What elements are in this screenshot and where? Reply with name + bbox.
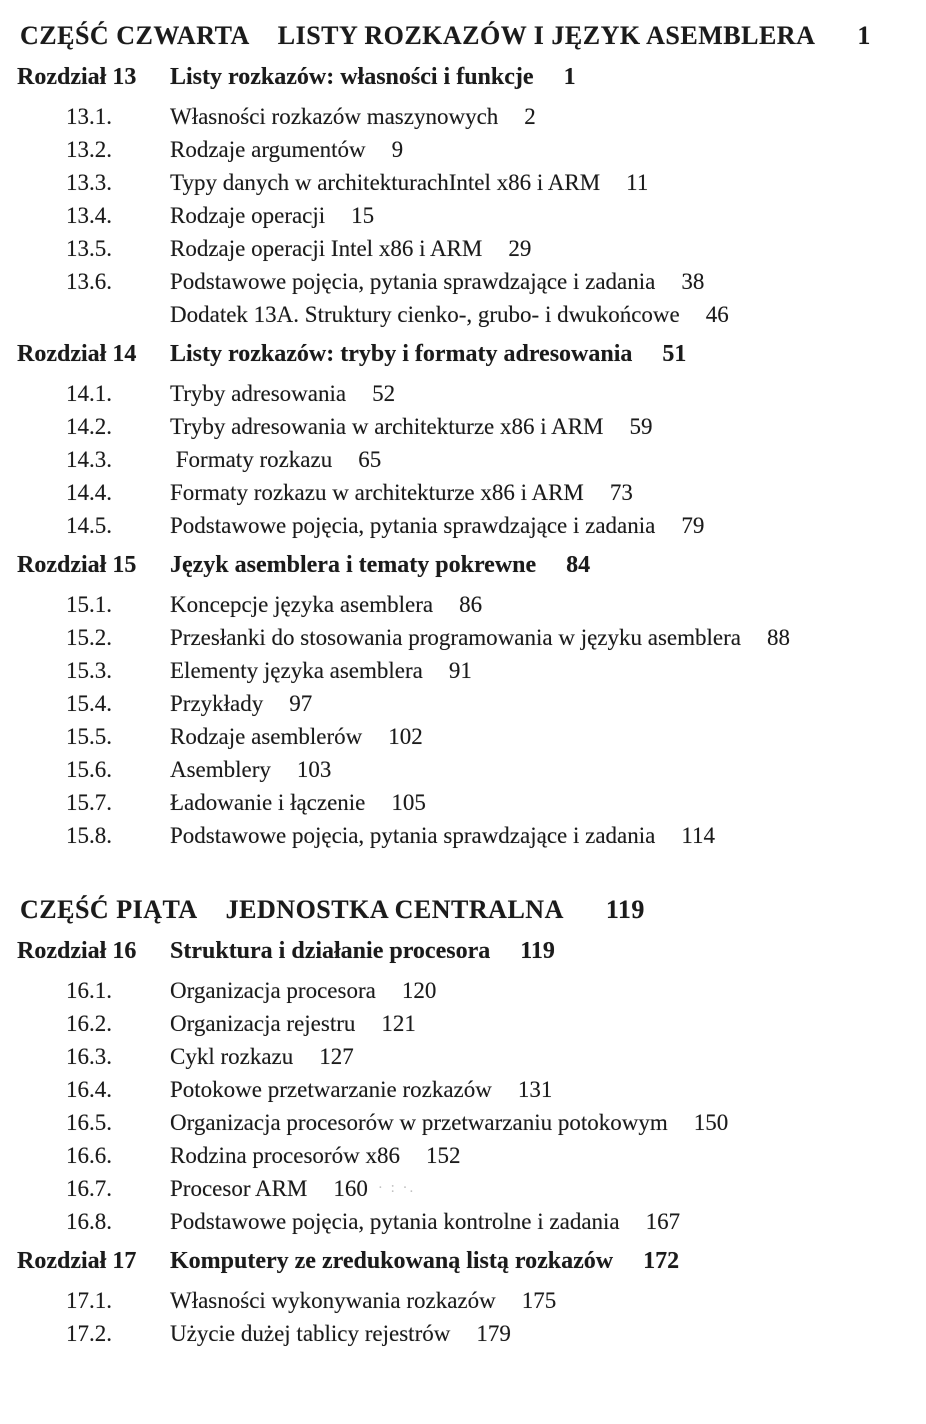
- toc-entry: [0, 1106, 926, 1139]
- chapter-label: Rozdział 16: [17, 938, 137, 964]
- section-title: Podstawowe pojęcia, pytania sprawdzające i zadania: [170, 823, 656, 848]
- toc-entry: [0, 1172, 926, 1205]
- section-number: 15.3.: [66, 658, 112, 683]
- toc-entry: [0, 476, 926, 509]
- toc-entry: [0, 753, 926, 786]
- section-number: 14.3.: [66, 447, 112, 472]
- chapter-label: Rozdział 13: [17, 64, 137, 90]
- toc-entry: [0, 588, 926, 621]
- chapter-label: Rozdział 15: [17, 552, 137, 578]
- section-page-number: 9: [391, 137, 404, 162]
- section-page-number: 65: [358, 447, 382, 472]
- chapter-heading: [0, 550, 926, 580]
- toc-entry: [0, 974, 926, 1007]
- section-number: 16.3.: [66, 1044, 112, 1069]
- section-number: 16.4.: [66, 1077, 112, 1102]
- section-title: Organizacja procesorów w przetwarzaniu potokowym: [170, 1110, 668, 1135]
- section-title: Rodzaje operacji Intel x86 i ARM: [170, 236, 483, 261]
- section-page-number: 97: [289, 691, 313, 716]
- section-title: Przykłady: [170, 691, 264, 716]
- section-number: 13.3.: [66, 170, 112, 195]
- chapter-page-number: 172: [643, 1248, 680, 1274]
- toc-list: [0, 20, 926, 1350]
- section-page-number: 88: [767, 625, 790, 650]
- section-number: 15.1.: [66, 592, 112, 617]
- toc-entry: [0, 298, 926, 331]
- part-heading: [0, 20, 926, 52]
- section-page-number: 2: [524, 104, 536, 129]
- part-label: CZĘŚĆ CZWARTA: [20, 21, 250, 50]
- toc-entry: [0, 133, 926, 166]
- section-page-number: 52: [372, 381, 396, 406]
- section-title: Dodatek 13A. Struktury cienko-, grubo- i dwukońcowe: [170, 302, 680, 327]
- section-title: Formaty rozkazu: [170, 447, 333, 472]
- chapter-page-number: 51: [662, 341, 687, 367]
- section-title: Rodzina procesorów x86: [170, 1143, 400, 1168]
- chapter-heading: [0, 1246, 926, 1276]
- section-page-number: 11: [626, 170, 649, 195]
- section-page-number: 127: [319, 1044, 354, 1069]
- section-number: 16.7.: [66, 1176, 112, 1201]
- toc-entry: [0, 687, 926, 720]
- toc-entry: [0, 100, 926, 133]
- section-number: 16.2.: [66, 1011, 112, 1036]
- toc-entry: [0, 1205, 926, 1238]
- section-number: 13.6.: [66, 269, 112, 294]
- chapter-title: Listy rozkazów: własności i funkcje: [170, 64, 534, 90]
- section-page-number: 105: [391, 790, 426, 815]
- toc-entry: [0, 1007, 926, 1040]
- section-title: Asemblery: [170, 757, 271, 782]
- section-number: 15.7.: [66, 790, 112, 815]
- section-page-number: 131: [517, 1077, 553, 1102]
- section-number: 13.5.: [66, 236, 112, 261]
- toc-entry: [0, 377, 926, 410]
- toc-entry: [0, 621, 926, 654]
- section-page-number: 59: [629, 414, 653, 439]
- section-page-number: 38: [681, 269, 705, 294]
- toc-entry: [0, 166, 926, 199]
- section-page-number: 179: [476, 1321, 511, 1346]
- section-title: Podstawowe pojęcia, pytania sprawdzające i zadania: [170, 513, 656, 538]
- section-page-number: 91: [448, 658, 472, 683]
- section-number: 16.6.: [66, 1143, 112, 1168]
- chapter-heading: [0, 936, 926, 966]
- section-title: Własności wykonywania rozkazów: [170, 1288, 496, 1313]
- section-page-number: 86: [459, 592, 483, 617]
- toc-entry: [0, 443, 926, 476]
- section-title: Rodzaje argumentów: [170, 137, 366, 162]
- section-title: Procesor ARM: [170, 1176, 308, 1201]
- section-title: Cykl rozkazu: [170, 1044, 294, 1069]
- toc-entry: [0, 720, 926, 753]
- section-title: Podstawowe pojęcia, pytania kontrolne i zadania: [170, 1209, 620, 1234]
- section-page-number: 120: [401, 978, 437, 1003]
- chapter-title: Listy rozkazów: tryby i formaty adresowania: [170, 341, 633, 367]
- section-page-number: 167: [645, 1209, 681, 1234]
- chapter-heading: [0, 339, 926, 369]
- chapter-page-number: 119: [520, 938, 555, 964]
- scan-artifact-dots: · : ·.: [377, 1180, 416, 1196]
- section-page-number: 121: [381, 1011, 416, 1036]
- section-title: Rodzaje asemblerów: [170, 724, 363, 749]
- section-page-number: 150: [693, 1110, 729, 1135]
- section-title: Własności rozkazów maszynowych: [170, 104, 499, 129]
- section-title: Organizacja rejestru: [170, 1011, 356, 1036]
- chapter-title: Język asemblera i tematy pokrewne: [170, 552, 537, 578]
- section-title: Ładowanie i łączenie: [170, 790, 366, 815]
- section-number: 13.2.: [66, 137, 112, 162]
- chapter-heading: [0, 62, 926, 92]
- section-title: Podstawowe pojęcia, pytania sprawdzające i zadania: [170, 269, 656, 294]
- section-number: 15.8.: [66, 823, 112, 848]
- section-title: Formaty rozkazu w architekturze x86 i ARM: [170, 480, 584, 505]
- section-number: 14.2.: [66, 414, 112, 439]
- section-number: 15.2.: [66, 625, 112, 650]
- section-title: Potokowe przetwarzanie rozkazów: [170, 1077, 492, 1102]
- toc-entry: [0, 654, 926, 687]
- section-page-number: 175: [521, 1288, 557, 1313]
- section-number: 14.1.: [66, 381, 112, 406]
- toc-entry: [0, 1317, 926, 1350]
- section-page-number: 79: [681, 513, 705, 538]
- section-number: 16.5.: [66, 1110, 112, 1135]
- section-title: Użycie dużej tablicy rejestrów: [170, 1321, 451, 1346]
- section-title: Typy danych w architekturachIntel x86 i ARM: [170, 170, 601, 195]
- toc-entry: [0, 1040, 926, 1073]
- section-number: [66, 298, 170, 331]
- section-page-number: 73: [609, 480, 633, 505]
- toc-entry: [0, 410, 926, 443]
- chapter-label: Rozdział 14: [17, 341, 137, 367]
- toc-entry: [0, 509, 926, 542]
- section-title: Organizacja procesora: [170, 978, 376, 1003]
- section-number: 13.4.: [66, 203, 112, 228]
- chapter-page-number: 84: [566, 552, 591, 578]
- section-number: 15.4.: [66, 691, 112, 716]
- section-number: 15.6.: [66, 757, 112, 782]
- section-page-number: 102: [388, 724, 423, 749]
- toc-entry: [0, 1073, 926, 1106]
- section-title: Tryby adresowania w architekturze x86 i ARM: [170, 414, 604, 439]
- section-title: Koncepcje języka asemblera: [170, 592, 434, 617]
- section-number: 17.2.: [66, 1321, 112, 1346]
- toc-entry: [0, 1284, 926, 1317]
- toc-entry: [0, 1139, 926, 1172]
- toc-entry: [0, 786, 926, 819]
- section-number: 14.5.: [66, 513, 112, 538]
- section-page-number: 103: [296, 757, 332, 782]
- part-page-number: 1: [857, 21, 871, 50]
- section-title: Tryby adresowania: [170, 381, 347, 406]
- section-page-number: 160: [333, 1176, 368, 1201]
- section-number: 14.4.: [66, 480, 112, 505]
- section-page-number: 15: [351, 203, 375, 228]
- section-number: 16.8.: [66, 1209, 112, 1234]
- toc-entry: [0, 199, 926, 232]
- part-label: CZĘŚĆ PIĄTA: [20, 895, 198, 924]
- part-title: LISTY ROZKAZÓW I JĘZYK ASEMBLERA: [277, 21, 816, 50]
- section-title: Elementy języka asemblera: [170, 658, 423, 683]
- chapter-title: Struktura i działanie procesora: [170, 938, 491, 964]
- toc-entry: [0, 265, 926, 298]
- section-number: 13.1.: [66, 104, 112, 129]
- chapter-title: Komputery ze zredukowaną listą rozkazów: [170, 1248, 614, 1274]
- chapter-page-number: 1: [563, 64, 576, 90]
- chapter-label: Rozdział 17: [17, 1248, 137, 1274]
- section-title: Przesłanki do stosowania programowania w języku asemblera: [170, 625, 741, 650]
- toc-entry: [0, 232, 926, 265]
- section-number: 17.1.: [66, 1288, 112, 1313]
- section-page-number: 114: [681, 823, 716, 848]
- section-page-number: 152: [425, 1143, 461, 1168]
- section-page-number: 29: [508, 236, 532, 261]
- part-title: JEDNOSTKA CENTRALNA: [225, 895, 564, 924]
- section-page-number: 46: [705, 302, 729, 327]
- section-number: 15.5.: [66, 724, 112, 749]
- section-title: Rodzaje operacji: [170, 203, 326, 228]
- part-page-number: 119: [605, 895, 645, 924]
- part-heading: [0, 894, 926, 926]
- section-number: 16.1.: [66, 978, 112, 1003]
- toc-entry: [0, 819, 926, 852]
